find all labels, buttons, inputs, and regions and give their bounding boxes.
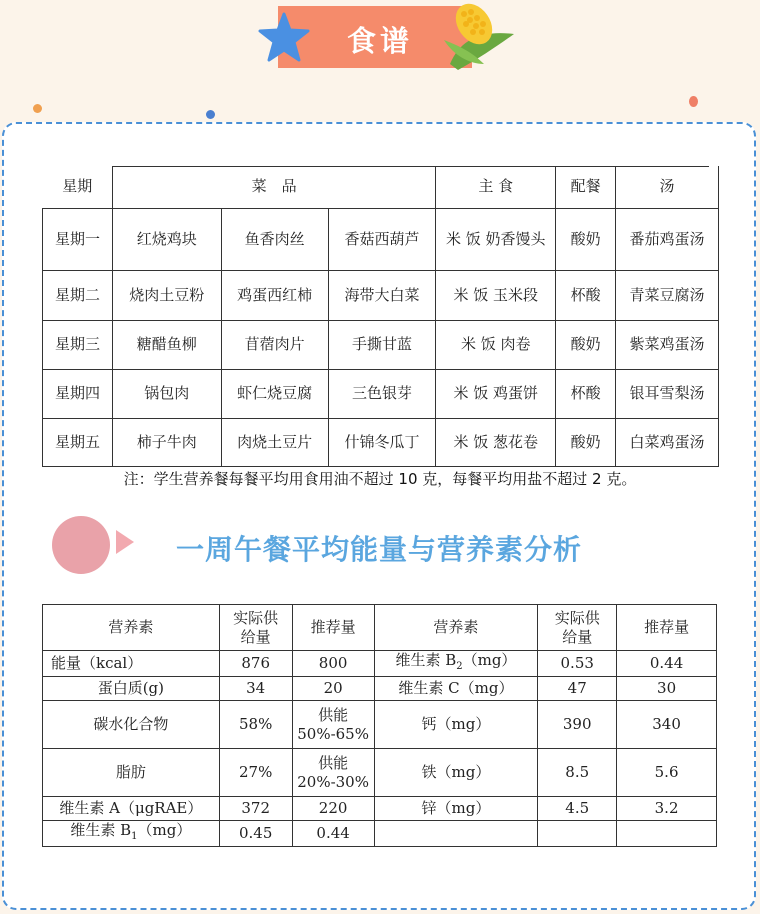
nutrition-header-recommended: 推荐量: [617, 605, 717, 651]
section-circle-icon: [52, 516, 110, 574]
table-row: [43, 320, 719, 369]
nutrient-actual: 876: [219, 651, 292, 677]
nutrient-recommended: 30: [617, 677, 717, 701]
menu-side: 酸奶: [556, 418, 616, 466]
menu-side: 杯酸: [556, 270, 616, 320]
table-row: [43, 701, 717, 749]
menu-dish: 烧肉土豆粉: [112, 270, 221, 320]
corn-icon: [440, 0, 518, 72]
menu-dish: 什锦冬瓜丁: [328, 418, 436, 466]
nutrient-recommended: 0.44: [292, 821, 374, 847]
nutrient-actual: 34: [219, 677, 292, 701]
menu-header-staple: 主 食: [436, 166, 556, 208]
nutrient-name: 蛋白质(g): [43, 677, 220, 701]
menu-header-dishes: 菜 品: [112, 166, 435, 208]
table-row: [43, 821, 717, 847]
nutrient-name: 碳水化合物: [43, 701, 220, 749]
nutrient-actual: 27%: [219, 749, 292, 797]
nutrient-name: 维生素 $B_1(mg)$: [43, 821, 220, 847]
menu-soup: 白菜鸡蛋汤: [616, 418, 719, 466]
menu-dish: 海带大白菜: [328, 270, 436, 320]
menu-dish: 红烧鸡块: [112, 208, 221, 270]
nutrient-name: 维生素 $B_2(mg)$: [374, 651, 538, 677]
menu-dish: 糖醋鱼柳: [112, 320, 221, 369]
nutrient-actual: 47: [538, 677, 617, 701]
table-row: [43, 677, 717, 701]
menu-soup: 紫菜鸡蛋汤: [616, 320, 719, 369]
nutrient-name: 铁（mg）: [374, 749, 538, 797]
nutrition-header-nutrient: 营养素: [374, 605, 538, 651]
menu-soup: 青菜豆腐汤: [616, 270, 719, 320]
nutrient-actual: 390: [538, 701, 617, 749]
nutrient-actual: 0.45: [219, 821, 292, 847]
nutrient-actual: 0.53: [538, 651, 617, 677]
nutrition-header-row: [43, 605, 717, 651]
menu-note: 注：学生营养餐每餐平均用食用油不超过 10 克，每餐平均用盐不超过 2 克。: [123, 470, 637, 488]
menu-dish: 虾仁烧豆腐: [221, 369, 328, 418]
nutrient-name: 钙（mg）: [374, 701, 538, 749]
menu-top-rule: [112, 166, 709, 167]
decor-dot-red: [689, 96, 698, 107]
nutrient-actual: 372: [219, 797, 292, 821]
menu-header-row: [43, 166, 719, 208]
nutrition-header-actual: 实际供 给量: [219, 605, 292, 651]
menu-side: 酸奶: [556, 208, 616, 270]
table-row: [43, 270, 719, 320]
menu-table: [42, 166, 719, 467]
menu-dish: 三色银芽: [328, 369, 436, 418]
nutrition-header-actual: 实际供 给量: [538, 605, 617, 651]
empty-cell: [538, 821, 617, 847]
nutrient-recommended: 220: [292, 797, 374, 821]
menu-day: 星期五: [43, 418, 113, 466]
menu-dish: 锅包肉: [112, 369, 221, 418]
nutrition-header-nutrient: 营养素: [43, 605, 220, 651]
menu-dish: 鱼香肉丝: [221, 208, 328, 270]
menu-dish: 香菇西葫芦: [328, 208, 436, 270]
decor-dot-blue: [206, 110, 215, 119]
menu-header-soup: 汤: [616, 166, 719, 208]
nutrient-recommended: 800: [292, 651, 374, 677]
nutrient-name: 能量（kcal）: [43, 651, 220, 677]
menu-soup: 番茄鸡蛋汤: [616, 208, 719, 270]
menu-dish: 鸡蛋西红柿: [221, 270, 328, 320]
nutrient-name: 维生素 C（mg）: [374, 677, 538, 701]
menu-dish: 苜蓿肉片: [221, 320, 328, 369]
page-title: 食谱: [346, 24, 413, 58]
table-row: [43, 749, 717, 797]
nutrient-name: 锌（mg）: [374, 797, 538, 821]
nutrition-table: [42, 604, 717, 847]
menu-side: 酸奶: [556, 320, 616, 369]
menu-soup: 银耳雪梨汤: [616, 369, 719, 418]
nutrient-recommended: 供能 50%-65%: [292, 701, 374, 749]
menu-staple: 米 饭 葱花卷: [436, 418, 556, 466]
menu-day: 星期三: [43, 320, 113, 369]
menu-side: 杯酸: [556, 369, 616, 418]
nutrient-recommended: 20: [292, 677, 374, 701]
table-row: [43, 369, 719, 418]
menu-dish: 肉烧土豆片: [221, 418, 328, 466]
menu-dish: 柿子牛肉: [112, 418, 221, 466]
section-arrow-icon: [116, 530, 134, 554]
table-row: [43, 418, 719, 466]
nutrient-recommended: 供能 20%-30%: [292, 749, 374, 797]
table-row: [43, 797, 717, 821]
empty-cell: [617, 821, 717, 847]
star-icon: [258, 12, 310, 62]
nutrient-recommended: 340: [617, 701, 717, 749]
menu-header-side: 配餐: [556, 166, 616, 208]
menu-day: 星期一: [43, 208, 113, 270]
menu-header-day: 星期: [43, 166, 113, 208]
nutrition-header-recommended: 推荐量: [292, 605, 374, 651]
table-row: [43, 208, 719, 270]
nutrient-recommended: 5.6: [617, 749, 717, 797]
nutrient-name: 维生素 A（μgRAE）: [43, 797, 220, 821]
empty-cell: [374, 821, 538, 847]
menu-dish: 手撕甘蓝: [328, 320, 436, 369]
decor-dot-orange: [33, 104, 42, 113]
table-row: [43, 651, 717, 677]
menu-day: 星期二: [43, 270, 113, 320]
nutrient-recommended: 3.2: [617, 797, 717, 821]
menu-staple: 米 饭 奶香馒头: [436, 208, 556, 270]
nutrient-actual: 4.5: [538, 797, 617, 821]
menu-staple: 米 饭 肉卷: [436, 320, 556, 369]
nutrient-actual: 58%: [219, 701, 292, 749]
nutrient-name: 脂肪: [43, 749, 220, 797]
menu-staple: 米 饭 玉米段: [436, 270, 556, 320]
nutrient-recommended: 0.44: [617, 651, 717, 677]
nutrient-actual: 8.5: [538, 749, 617, 797]
menu-staple: 米 饭 鸡蛋饼: [436, 369, 556, 418]
section-title: 一周午餐平均能量与营养素分析: [176, 533, 583, 566]
menu-day: 星期四: [43, 369, 113, 418]
